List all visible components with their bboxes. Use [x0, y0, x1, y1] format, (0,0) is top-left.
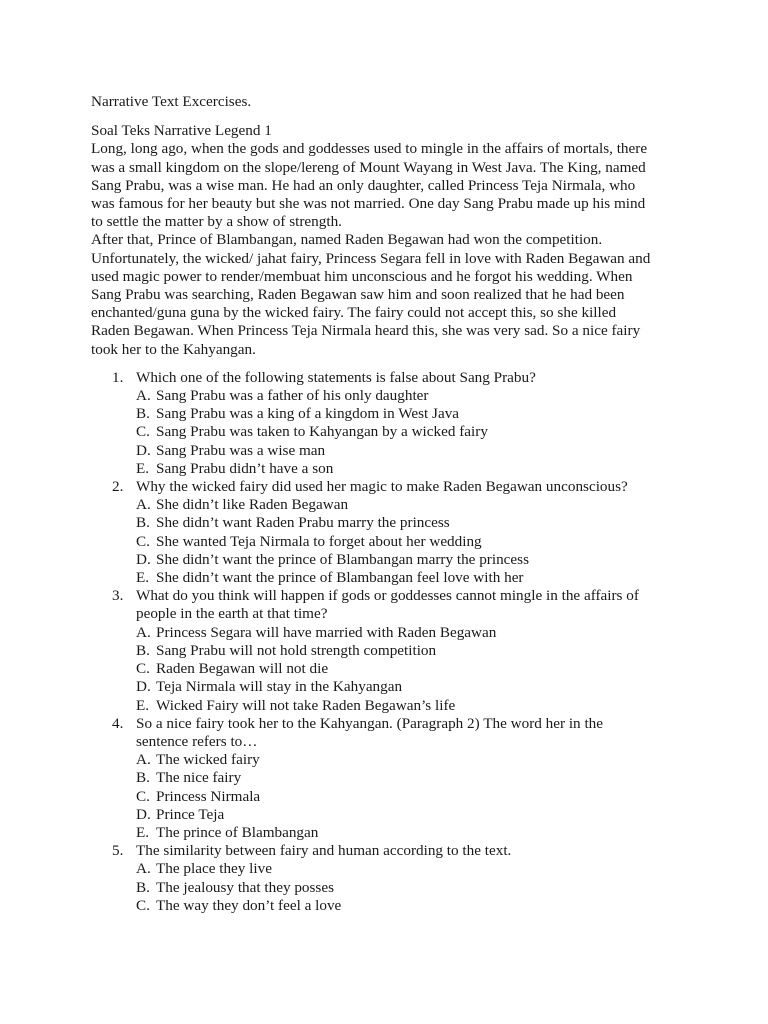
question-3 [91, 587, 728, 714]
answer-options [91, 624, 728, 715]
passage-line: enchanted/guna guna by the wicked fairy. The fairy could not accept this, so she killed [91, 304, 617, 322]
question-4 [91, 715, 728, 842]
option-text: The jealousy that they posses [156, 878, 334, 896]
passage-line: Unfortunately, the wicked/ jahat fairy, Princess Segara fell in love with Raden Begawan and [91, 249, 651, 267]
answer-options [91, 496, 728, 587]
option-text: Teja Nirmala will stay in the Kahyangan [156, 678, 403, 696]
option-text: She wanted Teja Nirmala to forget about her wedding [156, 532, 482, 550]
document-title: Narrative Text Excercises. [91, 93, 252, 110]
option-text: The place they live [156, 860, 272, 878]
answer-option [91, 405, 728, 423]
option-letter: B. [136, 641, 150, 659]
passage-heading: Soal Teks Narrative Legend 1 [91, 122, 272, 140]
option-letter: B. [136, 878, 150, 896]
answer-option [91, 423, 728, 441]
answer-option [91, 860, 728, 878]
answer-option [91, 824, 728, 842]
answer-option [91, 751, 728, 769]
option-letter: D. [136, 441, 151, 459]
question-line: people in the earth at that time? [136, 605, 328, 623]
answer-option [91, 642, 728, 660]
answer-option [91, 788, 728, 806]
question-text [136, 587, 728, 623]
question-list [91, 369, 728, 915]
passage-line: Raden Begawan. When Princess Teja Nirmala heard this, she was very sad. So a nice fairy [91, 322, 641, 340]
answer-option [91, 551, 728, 569]
option-letter: B. [136, 405, 150, 423]
answer-option [91, 533, 728, 551]
passage-line: Sang Prabu was searching, Raden Begawan saw him and soon realized that he had been [91, 286, 625, 304]
question-text [136, 369, 728, 387]
option-text: Wicked Fairy will not take Raden Begawan’s life [156, 696, 456, 714]
option-letter: E. [136, 569, 150, 587]
answer-option [91, 496, 728, 514]
passage-line: was a small kingdom on the slope/lereng of Mount Wayang in West Java. The King, named [91, 158, 646, 176]
option-letter: C. [136, 660, 150, 678]
question-line: So a nice fairy took her to the Kahyangan. (Paragraph 2) The word her in the [136, 714, 604, 732]
option-text: Sang Prabu didn’t have a son [156, 459, 334, 477]
option-letter: E. [136, 823, 150, 841]
question-text [136, 842, 728, 860]
option-letter: D. [136, 550, 151, 568]
narrative-passage [91, 122, 728, 359]
option-text: Princess Nirmala [156, 787, 261, 805]
answer-options [91, 387, 728, 478]
answer-option [91, 806, 728, 824]
question-line: Which one of the following statements is false about Sang Prabu? [136, 368, 536, 386]
question-5 [91, 842, 728, 915]
passage-line: Long, long ago, when the gods and goddesses used to mingle in the affairs of mortals, there [91, 140, 648, 158]
option-text: Sang Prabu was a father of his only daughter [156, 387, 429, 405]
answer-option [91, 460, 728, 478]
answer-option [91, 442, 728, 460]
passage-line: took her to the Kahyangan. [91, 340, 256, 358]
answer-option [91, 387, 728, 405]
passage-line: to settle the matter by a show of strength. [91, 213, 342, 231]
answer-option [91, 569, 728, 587]
question-number: 5. [112, 842, 124, 860]
option-text: Sang Prabu was a wise man [156, 441, 326, 459]
question-line: Why the wicked fairy did used her magic to make Raden Begawan unconscious? [136, 478, 628, 496]
option-letter: D. [136, 805, 151, 823]
option-letter: A. [136, 387, 151, 405]
option-letter: C. [136, 787, 150, 805]
option-letter: B. [136, 514, 150, 532]
option-letter: E. [136, 459, 150, 477]
option-text: She didn’t want the prince of Blambangan feel love with her [156, 569, 524, 587]
passage-line: was famous for her beauty but she was not married. One day Sang Prabu made up his mind [91, 195, 646, 213]
option-letter: A. [136, 496, 151, 514]
answer-option [91, 769, 728, 787]
option-text: Raden Begawan will not die [156, 660, 329, 678]
question-number: 4. [112, 714, 124, 732]
answer-option [91, 897, 728, 915]
question-number: 3. [112, 587, 124, 605]
option-letter: E. [136, 696, 150, 714]
option-letter: C. [136, 896, 150, 914]
option-text: The wicked fairy [156, 751, 260, 769]
option-letter: A. [136, 623, 151, 641]
option-letter: A. [136, 751, 151, 769]
option-text: Princess Segara will have married with Raden Begawan [156, 623, 497, 641]
question-2 [91, 478, 728, 587]
option-text: She didn’t want the prince of Blambangan marry the princess [156, 550, 529, 568]
option-text: She didn’t want Raden Prabu marry the princess [156, 514, 450, 532]
answer-option [91, 660, 728, 678]
question-text [136, 478, 728, 496]
question-number: 1. [112, 368, 124, 386]
option-text: The prince of Blambangan [156, 823, 319, 841]
answer-option [91, 879, 728, 897]
question-line: sentence refers to… [136, 732, 258, 750]
option-text: The way they don’t feel a love [156, 896, 342, 914]
option-text: Sang Prabu was a king of a kingdom in West Java [156, 405, 460, 423]
passage-line: Sang Prabu, was a wise man. He had an only daughter, called Princess Teja Nirmala, who [91, 176, 636, 194]
option-letter: C. [136, 532, 150, 550]
answer-options [91, 751, 728, 842]
option-letter: A. [136, 860, 151, 878]
answer-option [91, 624, 728, 642]
option-text: Sang Prabu will not hold strength competition [156, 641, 437, 659]
question-text [136, 715, 728, 751]
option-letter: D. [136, 678, 151, 696]
question-number: 2. [112, 478, 124, 496]
question-line: What do you think will happen if gods or goddesses cannot mingle in the affairs of [136, 587, 639, 605]
option-letter: B. [136, 769, 150, 787]
answer-option [91, 678, 728, 696]
answer-options [91, 860, 728, 915]
passage-line: After that, Prince of Blambangan, named Raden Begawan had won the competition. [91, 231, 603, 249]
answer-option [91, 697, 728, 715]
passage-line: used magic power to render/membuat him unconscious and he forgot his wedding. When [91, 267, 633, 285]
option-text: Sang Prabu was taken to Kahyangan by a wicked fairy [156, 423, 488, 441]
option-text: The nice fairy [156, 769, 242, 787]
question-line: The similarity between fairy and human according to the text. [136, 842, 512, 860]
question-1 [91, 369, 728, 478]
option-letter: C. [136, 423, 150, 441]
option-text: She didn’t like Raden Begawan [156, 496, 349, 514]
option-text: Prince Teja [156, 805, 225, 823]
answer-option [91, 514, 728, 532]
